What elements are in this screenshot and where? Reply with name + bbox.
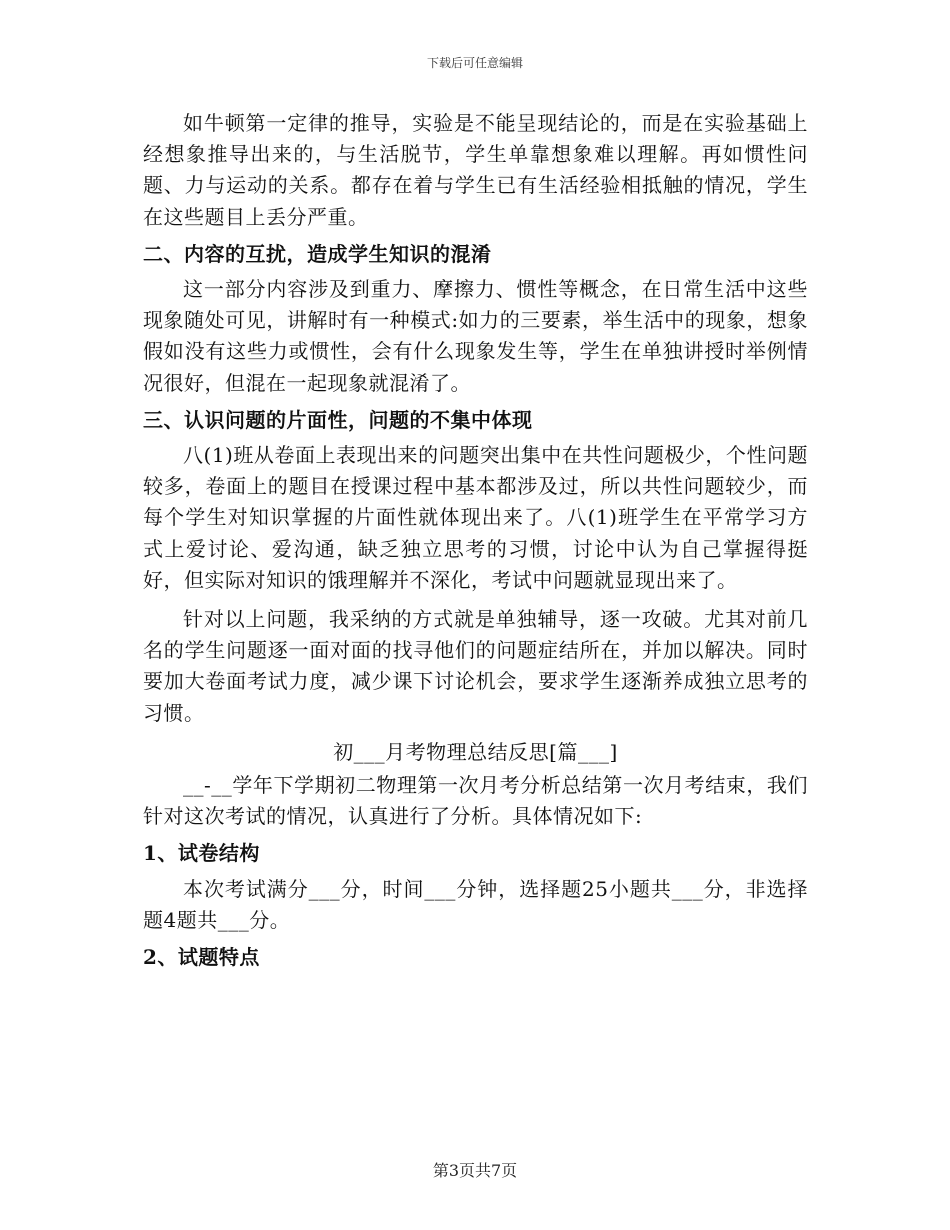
section-heading: 1、试卷结构 [143,841,260,866]
body-paragraph: __-__学年下学期初二物理第一次月考分析总结第一次月考结束，我们针对这次考试的情况，认真进行了分析。具体情况如下: [143,773,808,829]
body-paragraph: 八(1)班从卷面上表现出来的问题突出集中在共性问题极少，个性问题较多，卷面上的题目在授课过程中基本都涉及过，所以共性问题较少，而每个学生对知识掌握的片面性就体现出来了。八(1)班学生在平常学习方式上爱讨论、爱沟通，缺乏独立思考的习惯，讨论中认为自己掌握得挺好，但实际对知识的饿理解并不深化，考试中问题就显现出来了。 [143,443,808,592]
body-paragraph: 这一部分内容涉及到重力、摩擦力、惯性等概念，在日常生活中这些现象随处可见，讲解时有一种模式:如力的三要素，举生活中的现象，想象假如没有这些力或惯性，会有什么现象发生等，学生在单独讲授时举例情况很好，但混在一起现象就混淆了。 [143,277,808,395]
body-paragraph: 针对以上问题，我采纳的方式就是单独辅导，逐一攻破。尤其对前几名的学生问题逐一面对面的找寻他们的问题症结所在，并加以解决。同时要加大卷面考试力度，减少课下讨论机会，要求学生逐渐养成独立思考的习惯。 [143,607,808,725]
body-paragraph: 如牛顿第一定律的推导，实验是不能呈现结论的，而是在实验基础上经想象推导出来的，与生活脱节，学生单靠想象难以理解。再如惯性问题、力与运动的关系。都存在着与学生已有生活经验相抵触的情况，学生在这些题目上丢分严重。 [143,111,808,229]
page-footer: 第3页共7页 [432,1161,518,1180]
document-title: 初___月考物理总结反思[篇___] [333,739,618,764]
section-heading: 2、试题特点 [143,945,260,970]
document-body [143,108,808,977]
section-heading: 三、认识问题的片面性，问题的不集中体现 [143,407,533,432]
section-heading: 二、内容的互扰，造成学生知识的混淆 [143,241,492,266]
body-paragraph: 本次考试满分___分，时间___分钟，选择题25小题共___分，非选择题4题共___分。 [143,876,808,932]
page-header: 下载后可任意编辑 [426,56,523,70]
